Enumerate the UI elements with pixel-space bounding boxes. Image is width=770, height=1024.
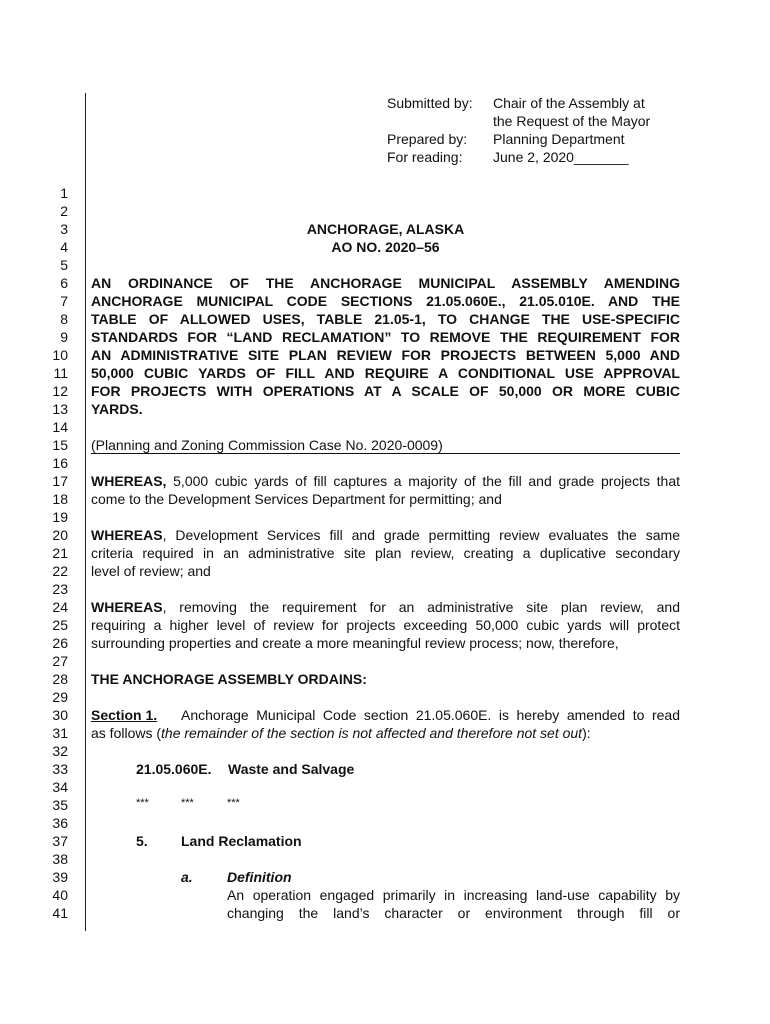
line-number: 23 — [52, 581, 68, 597]
line-number: 6 — [60, 275, 68, 291]
whereas-lead: WHEREAS — [91, 527, 163, 543]
whereas-clause-3 — [91, 598, 680, 616]
line-number: 35 — [52, 797, 68, 813]
line-number: 15 — [52, 437, 68, 453]
ordinance-title-line: FOR PROJECTS WITH OPERATIONS AT A SCALE OF 50,000 OR MORE CUBIC — [91, 383, 680, 399]
subitem-letter: a. — [181, 869, 193, 885]
whereas-text: 5,000 cubic yards of fill captures a majority of the fill and grade projects that — [166, 473, 680, 489]
line-number: 1 — [60, 185, 68, 201]
ordinance-title-line: AN ADMINISTRATIVE SITE PLAN REVIEW FOR PROJECTS BETWEEN 5,000 AND — [91, 347, 680, 363]
item-title: Land Reclamation — [181, 833, 302, 849]
definition-line: changing the land’s character or environment through fill or — [227, 905, 680, 921]
line-number: 21 — [52, 545, 68, 561]
line-number: 40 — [52, 887, 68, 903]
whereas-clause-2 — [91, 526, 680, 544]
line-number: 24 — [52, 599, 68, 615]
line-number: 39 — [52, 869, 68, 885]
whereas-clause-1-line: come to the Development Services Department for permitting; and — [91, 491, 502, 507]
line-number: 22 — [52, 563, 68, 579]
document-title: ANCHORAGE, ALASKA — [306, 221, 465, 237]
line-number: 29 — [52, 689, 68, 705]
code-section-title: Waste and Salvage — [228, 761, 355, 777]
submitted-by-label: Submitted by: — [387, 95, 473, 111]
omission-marker: *** — [136, 797, 149, 809]
ordinance-title-line: YARDS. — [91, 401, 143, 417]
line-number: 14 — [52, 419, 68, 435]
line-number: 18 — [52, 491, 68, 507]
section-italic-text: the remainder of the section is not affected and therefore not set out — [161, 725, 583, 741]
line-number: 16 — [52, 455, 68, 471]
section-1-line — [91, 724, 680, 742]
line-number: 26 — [52, 635, 68, 651]
whereas-clause-2-line: level of review; and — [91, 563, 211, 579]
line-number: 27 — [52, 653, 68, 669]
line-number: 19 — [52, 509, 68, 525]
subitem-title: Definition — [227, 869, 292, 885]
whereas-text: , removing the requirement for an administrative site plan review, and — [162, 599, 680, 615]
ordinance-title-line: TABLE OF ALLOWED USES, TABLE 21.05-1, TO CHANGE THE USE-SPECIFIC — [91, 311, 680, 327]
line-number: 20 — [52, 527, 68, 543]
line-number: 32 — [52, 743, 68, 759]
item-number: 5. — [136, 833, 148, 849]
ordinance-title-line: AN ORDINANCE OF THE ANCHORAGE MUNICIPAL ASSEMBLY AMENDING — [91, 275, 680, 291]
line-number: 2 — [60, 203, 68, 219]
line-number: 11 — [53, 365, 68, 381]
section-text: as follows ( — [91, 725, 162, 741]
margin-rule — [85, 93, 86, 931]
ordinance-title-line: 50,000 CUBIC YARDS OF FILL AND REQUIRE A CONDITIONAL USE APPROVAL — [91, 365, 680, 381]
line-number: 7 — [60, 293, 68, 309]
section-1-label — [91, 706, 157, 724]
line-number: 38 — [52, 851, 68, 867]
whereas-clause-1 — [91, 472, 680, 490]
ordinance-title-line: ANCHORAGE MUNICIPAL CODE SECTIONS 21.05.060E., 21.05.010E. AND THE — [91, 293, 680, 309]
whereas-text: , Development Services fill and grade permitting review evaluates the same — [162, 527, 680, 543]
for-reading-value: June 2, 2020_______ — [493, 149, 629, 165]
line-number: 36 — [52, 815, 68, 831]
line-number: 5 — [60, 257, 68, 273]
whereas-lead: WHEREAS — [91, 599, 163, 615]
for-reading-label: For reading: — [387, 149, 463, 165]
ordains-heading: THE ANCHORAGE ASSEMBLY ORDAINS: — [91, 671, 367, 687]
line-number: 31 — [52, 725, 68, 741]
code-section-number: 21.05.060E. — [136, 761, 212, 777]
section-text: ): — [582, 725, 591, 741]
section-1-text: Anchorage Municipal Code section 21.05.060E. is hereby amended to read — [181, 707, 680, 723]
line-number: 33 — [52, 761, 68, 777]
line-number: 3 — [60, 221, 68, 237]
line-number: 8 — [60, 311, 68, 327]
whereas-clause-3-line: requiring a higher level of review for projects exceeding 50,000 cubic yards will protect — [91, 617, 680, 633]
line-number: 12 — [52, 383, 68, 399]
whereas-lead: WHEREAS, — [91, 473, 167, 489]
whereas-clause-3-line: surrounding properties and create a more meaningful review process; now, therefore, — [91, 635, 619, 651]
omission-marker: *** — [181, 797, 194, 809]
line-number: 30 — [52, 707, 68, 723]
case-number-line: (Planning and Zoning Commission Case No. 2020-0009) — [91, 436, 680, 454]
submitted-by-value-cont: the Request of the Mayor — [493, 113, 651, 129]
line-number: 10 — [52, 347, 68, 363]
line-number: 37 — [52, 833, 68, 849]
submitted-by-value: Chair of the Assembly at — [493, 95, 645, 111]
line-number: 25 — [52, 617, 68, 633]
line-number: 4 — [60, 239, 68, 255]
line-number: 28 — [52, 671, 68, 687]
prepared-by-value: Planning Department — [493, 131, 625, 147]
prepared-by-label: Prepared by: — [387, 131, 468, 147]
whereas-clause-2-line: criteria required in an administrative site plan review, creating a duplicative secondary — [91, 545, 680, 561]
line-number: 13 — [52, 401, 68, 417]
line-number: 34 — [52, 779, 68, 795]
definition-line: An operation engaged primarily in increasing land-use capability by — [227, 887, 680, 903]
line-number: 17 — [52, 473, 68, 489]
section-label: Section 1. — [91, 707, 158, 723]
omission-marker: *** — [227, 797, 240, 809]
ordinance-title-line: STANDARDS FOR “LAND RECLAMATION” TO REMOVE THE REQUIREMENT FOR — [91, 329, 680, 345]
line-number: 41 — [52, 905, 68, 921]
ordinance-number: AO NO. 2020–56 — [331, 239, 440, 255]
line-number: 9 — [60, 329, 68, 345]
